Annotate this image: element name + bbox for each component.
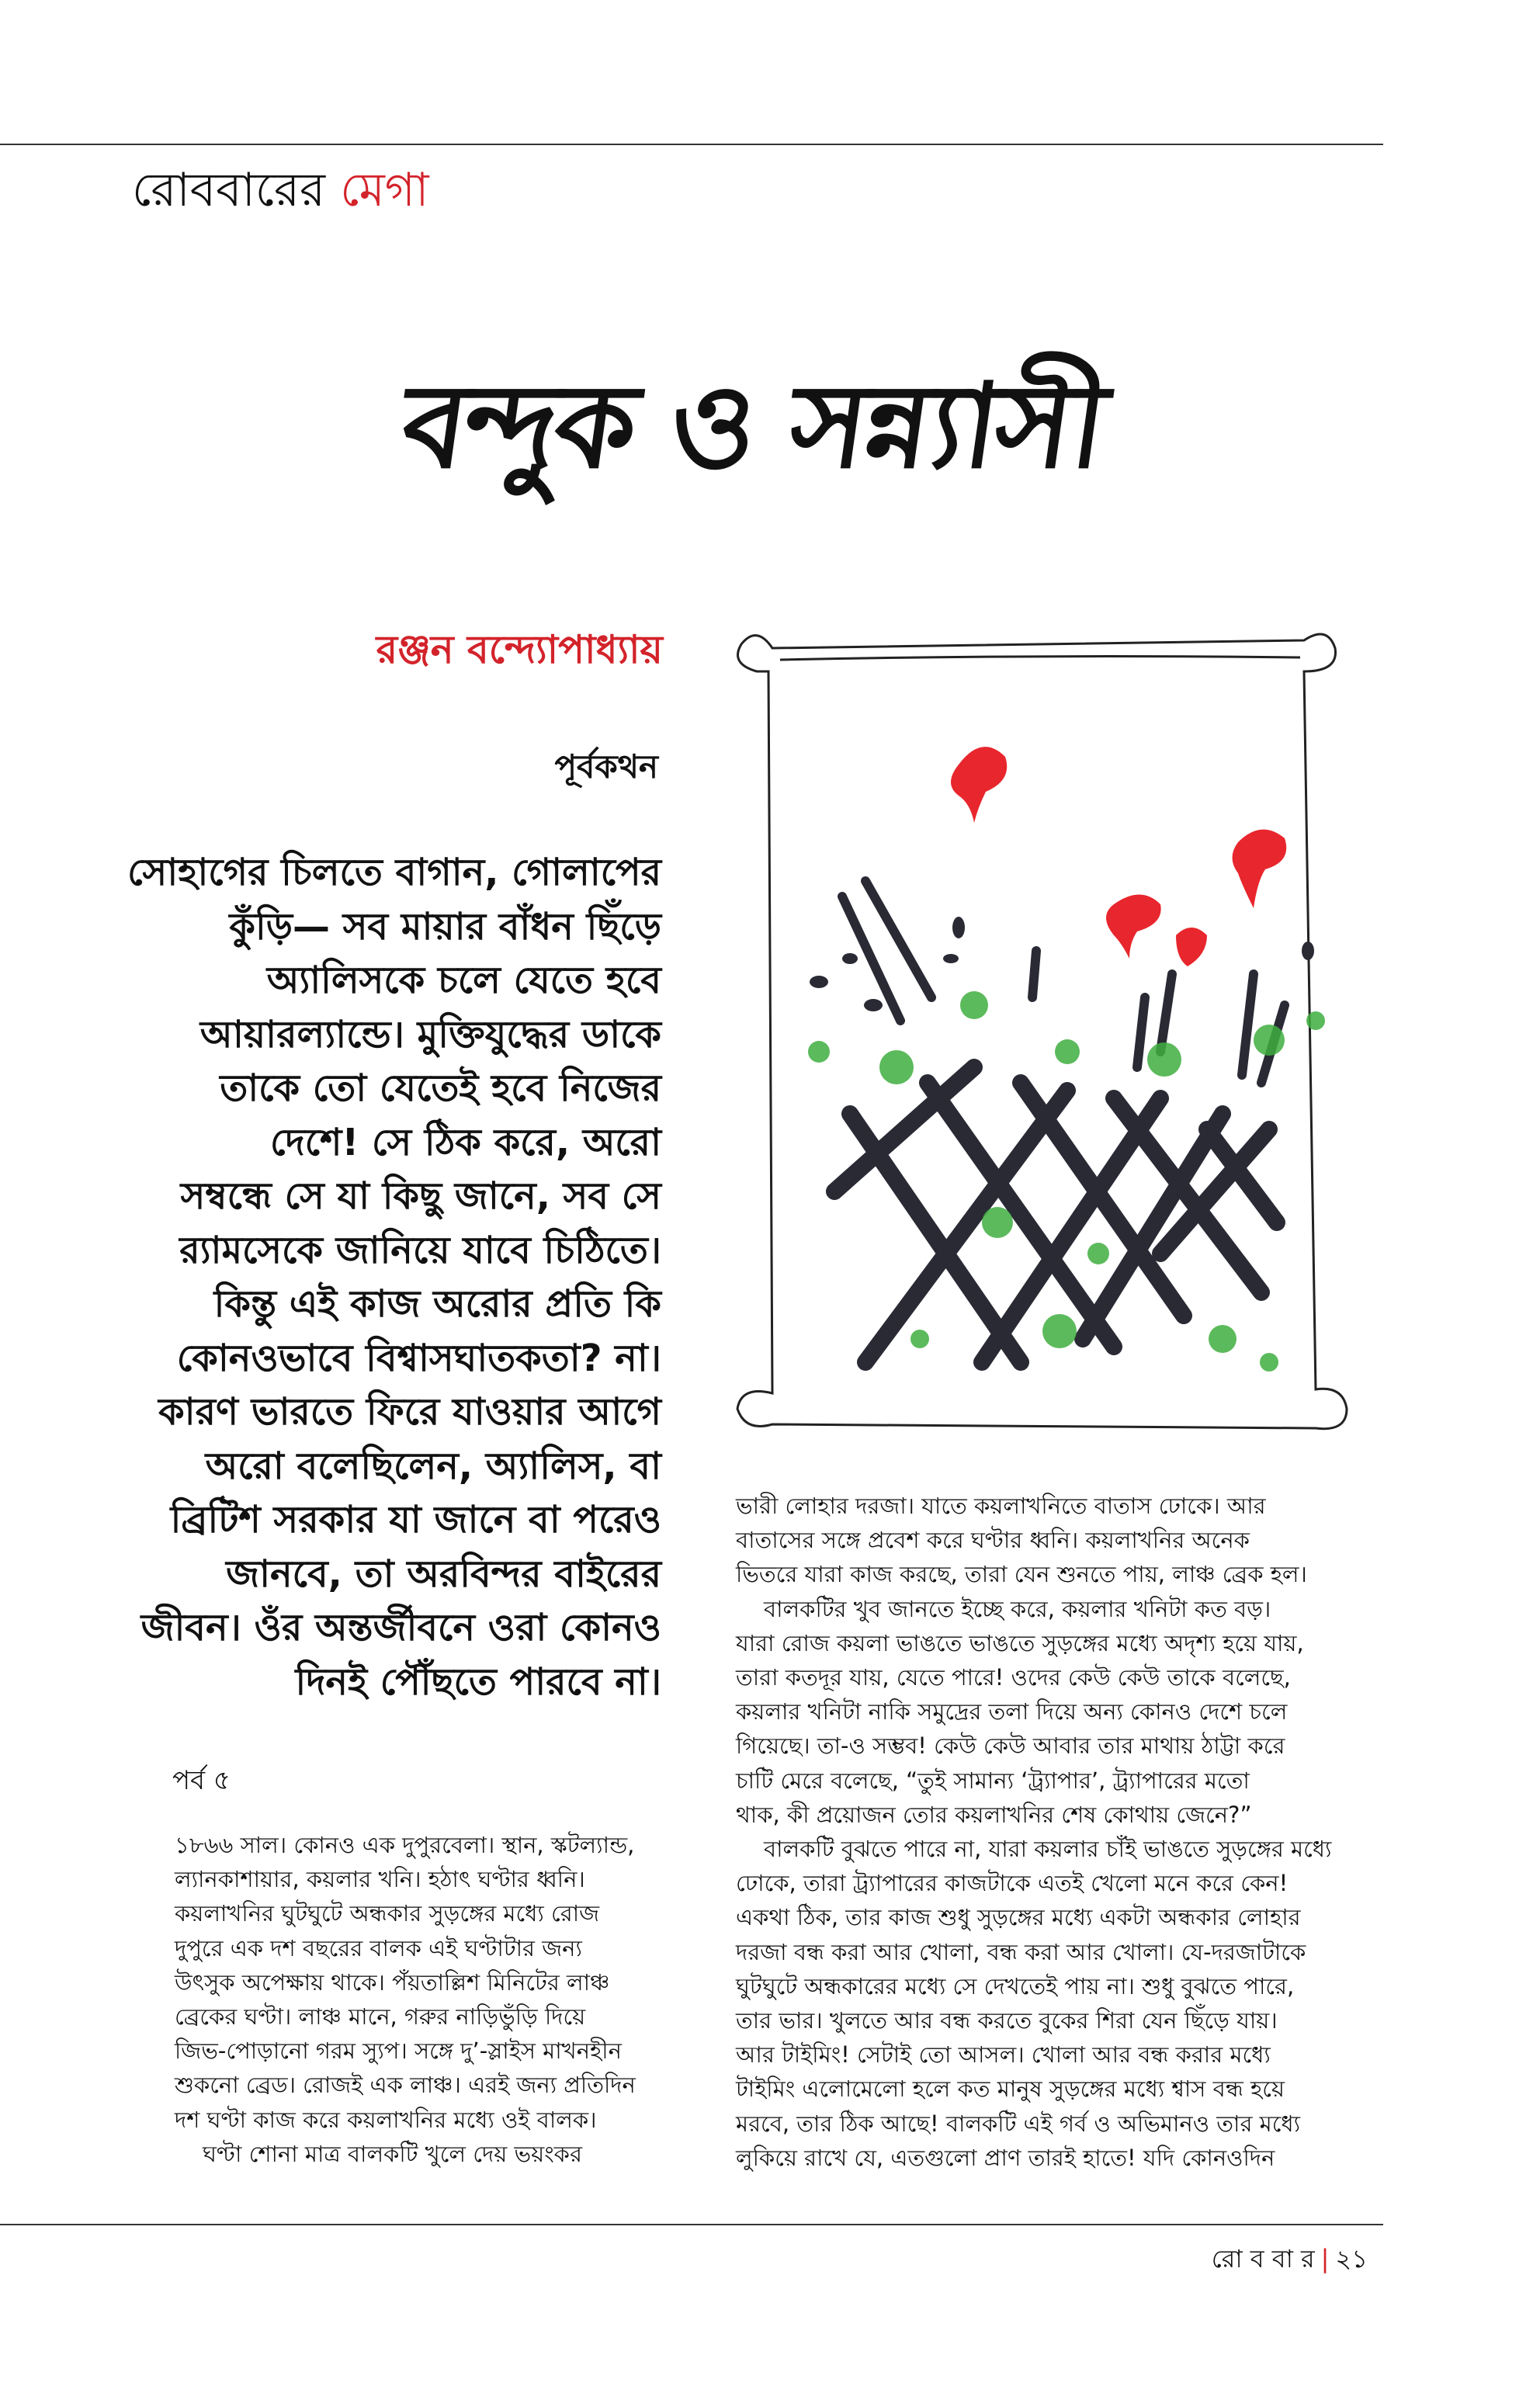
top-rule <box>0 144 1383 145</box>
text-line: বালকটি বুঝতে পারে না, যারা কয়লার চাঁই ভাঙতে সুড়ঙ্গের মধ্যে <box>764 1836 1332 1863</box>
text-line: ঘণ্টা শোনা মাত্র বালকটি খুলে দেয় ভয়ংকর <box>203 2140 582 2167</box>
text-line: আয়ারল্যান্ডে। মুক্তিযুদ্ধের ডাকে <box>199 1012 661 1056</box>
text-line: একথা ঠিক, তার কাজ শুধু সুড়ঙ্গের মধ্যে একটা অন্ধকার লোহার <box>736 1904 1301 1931</box>
section-header <box>132 159 429 221</box>
text-line: দুপুরে এক দশ বছরের বালক এই ঘণ্টাটার জন্য <box>175 1934 582 1961</box>
text-line: কিন্তু এই কাজ অরোর প্রতি কি <box>213 1282 661 1326</box>
text-line: জানবে, তা অরবিন্দর বাইরের <box>226 1552 661 1596</box>
text-line: বাতাসের সঙ্গে প্রবেশ করে ঘণ্টার ধ্বনি। কয়লাখনির অনেক <box>736 1527 1250 1554</box>
text-line: থাক, কী প্রয়োজন তোর কয়লাখনির শেষ কোথায় জেনে?” <box>736 1801 1252 1828</box>
text-line: মরবে, তার ঠিক আছে! বালকটি এই গর্ব ও অভিমানও তার মধ্যে <box>736 2110 1301 2137</box>
text-line: দিনই পৌঁছতে পারবে না। <box>295 1659 661 1704</box>
red-flowers <box>951 747 1286 966</box>
footer-magazine-name: রো ব বা র <box>1211 2244 1315 2273</box>
text-line: শুকনো ব্রেড। রোজই এক লাঞ্চ। এরই জন্য প্রতিদিন <box>175 2072 636 2099</box>
text-line: কয়লাখনির ঘুটঘুটে অন্ধকার সুড়ঙ্গের মধ্যে রোজ <box>175 1900 600 1927</box>
page-footer <box>1212 2239 1368 2281</box>
text-line: ঢোকে, তারা ট্র্যাপারের কাজটাকে এতই খেলো মনে করে কেন! <box>736 1870 1289 1897</box>
text-line: দেশে! সে ঠিক করে, অরো <box>270 1120 661 1164</box>
text-line: অরো বলেছিলেন, অ্যালিস, বা <box>205 1444 661 1488</box>
section-name-highlight: মেগা <box>340 163 429 217</box>
text-line: কোনওভাবে বিশ্বাসঘাতকতা? না। <box>176 1336 661 1380</box>
text-line: দশ ঘণ্টা কাজ করে কয়লাখনির মধ্যে ওই বালক। <box>175 2106 597 2133</box>
text-line: র‍্যামসেকে জানিয়ে যাবে চিঠিতে। <box>179 1228 661 1272</box>
text-line: লুকিয়ে রাখে যে, এতগুলো প্রাণ তারই হাতে! যদি কোনওদিন <box>736 2144 1275 2171</box>
section-name: রোববারের <box>132 163 326 217</box>
prologue-heading: পূর্বকথন <box>554 747 658 786</box>
text-line: যারা রোজ কয়লা ভাঙতে ভাঙতে সুড়ঙ্গের মধ্যে অদৃশ্য হয়ে যায়, <box>736 1629 1304 1656</box>
text-line: ভারী লোহার দরজা। যাতে কয়লাখনিতে বাতাস ঢোকে। আর <box>736 1493 1266 1519</box>
text-line: তারা কতদূর যায়, যেতে পারে! ওদের কেউ কেউ তাকে বলেছে, <box>736 1664 1291 1691</box>
text-line: দরজা বন্ধ করা আর খোলা, বন্ধ করা আর খোলা। যে-দরজাটাকে <box>736 1938 1306 1965</box>
text-line: কারণ ভারতে ফিরে যাওয়ার আগে <box>158 1390 661 1434</box>
frame-border <box>737 634 1347 1429</box>
text-line: ব্রেকের ঘণ্টা। লাঞ্চ মানে, গরুর নাড়িভুঁড়ি দিয়ে <box>175 2003 586 2031</box>
text-line: ঘুটঘুটে অন্ধকারের মধ্যে সে দেখতেই পায় না। শুধু বুঝতে পারে, <box>736 1972 1295 1999</box>
text-line: জিভ-পোড়ানো গরম স্যুপ। সঙ্গে দু’-স্লাইস মাখনহীন <box>175 2038 622 2065</box>
text-line: জীবন। ওঁর অন্তর্জীবনে ওরা কোনও <box>140 1606 661 1649</box>
text-line: ১৮৬৬ সাল। কোনও এক দুপুরবেলা। স্থান, স্কটল্যান্ড, <box>175 1832 635 1858</box>
text-line: কয়লার খনিটা নাকি সমুদ্রের তলা দিয়ে অন্য কোনও দেশে চলে <box>736 1698 1288 1725</box>
text-line: অ্যালিসকে চলে যেতে হবে <box>266 959 661 1002</box>
body-column-left <box>175 1828 679 2171</box>
text-line: চাটি মেরে বলেছে, “তুই সামান্য ‘ট্র্যাপার’, ট্র্যাপারের মতো <box>736 1767 1250 1794</box>
page-number: ২১ <box>1335 2244 1368 2273</box>
intro-summary <box>127 846 661 1709</box>
text-line: তার ভার। খুলতে আর বন্ধ করতে বুকের শিরা যেন ছিঁড়ে যায়। <box>736 2007 1278 2034</box>
text-line: বালকটির খুব জানতে ইচ্ছে করে, কয়লার খনিটা কত বড়। <box>764 1595 1271 1622</box>
text-line: উৎসুক অপেক্ষায় থাকে। পঁয়তাল্লিশ মিনিটের লাঞ্চ <box>175 1968 610 1996</box>
text-line: সোহাগের চিলতে বাগান, গোলাপের <box>127 851 661 894</box>
text-line: ল্যানকাশায়ার, কয়লার খনি। হঠাৎ ঘণ্টার ধ্বনি। <box>175 1866 585 1893</box>
text-line: টাইমিং এলোমেলো হলে কত মানুষ সুড়ঙ্গের মধ্যে শ্বাস বন্ধ হয়ে <box>736 2076 1285 2103</box>
episode-label: পর্ব ৫ <box>172 1765 231 1796</box>
text-line: গিয়েছে। তা-ও সম্ভব! কেউ কেউ আবার তার মাথায় ঠাট্টা করে <box>736 1732 1285 1760</box>
text-line: আর টাইমিং! সেটাই তো আসল। খোলা আর বন্ধ করার মধ্যে <box>736 2041 1271 2069</box>
illustration-garden <box>726 617 1362 1440</box>
body-column-right <box>736 1489 1349 2175</box>
article-title: বন্দুক ও সন্ন্যাসী <box>394 359 1112 494</box>
text-line: ব্রিটিশ সরকার যা জানে বা পরেও <box>170 1498 661 1542</box>
text-line: তাকে তো যেতেই হবে নিজের <box>220 1066 661 1110</box>
text-line: সম্বন্ধে সে যা কিছু জানে, সব সে <box>180 1174 661 1218</box>
footer-separator: | <box>1320 2244 1330 2273</box>
author-byline: রঞ্জন বন্দ্যোপাধ্যায় <box>376 627 663 672</box>
text-line: কুঁড়ি— সব মায়ার বাঁধন ছিঁড়ে <box>229 904 661 949</box>
bottom-rule <box>0 2224 1383 2225</box>
text-line: ভিতরে যারা কাজ করছে, তারা যেন শুনতে পায়, লাঞ্চ ব্রেক হল। <box>736 1561 1307 1588</box>
